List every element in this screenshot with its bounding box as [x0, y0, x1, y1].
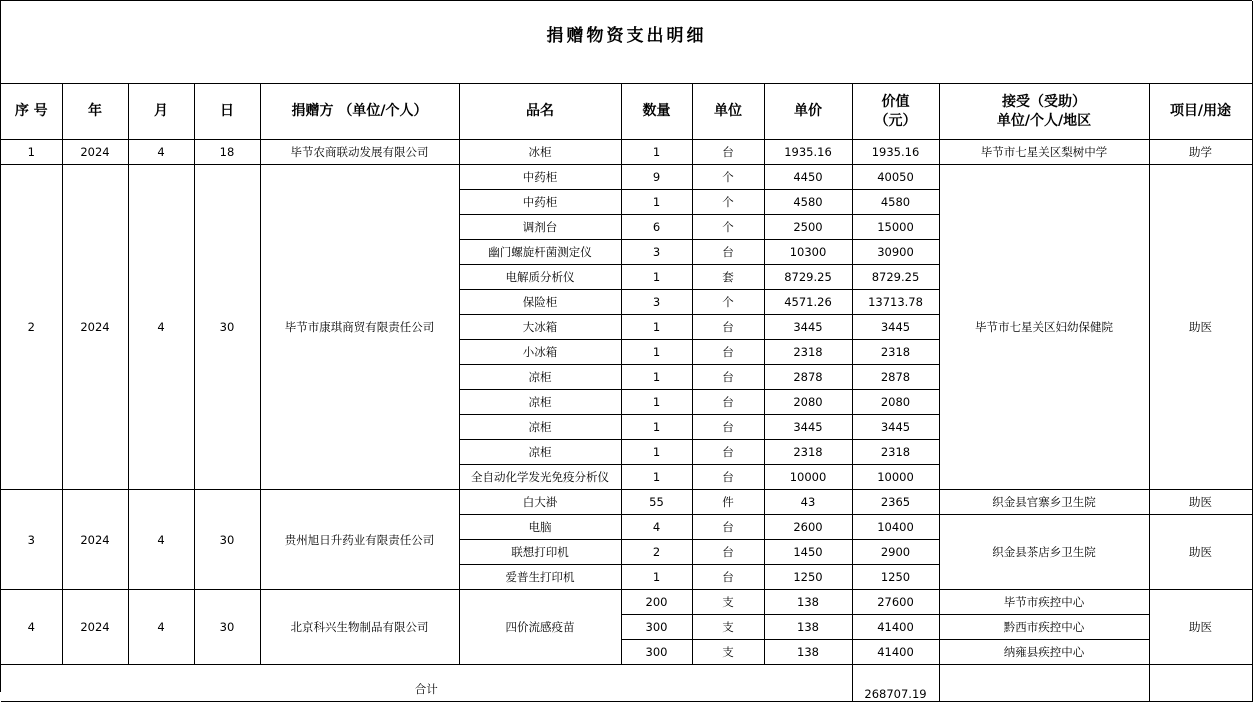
- cell-unit: 个: [692, 215, 764, 240]
- cell-seq: 4: [1, 590, 62, 665]
- table-row: [1, 140, 1252, 165]
- cell-unit: 支: [692, 640, 764, 665]
- cell-value: 3445: [852, 415, 939, 440]
- cell-item: 四价流感疫苗: [459, 590, 621, 665]
- cell-value: 40050: [852, 165, 939, 190]
- cell-price: 3445: [764, 415, 852, 440]
- total-label: 合计: [1, 665, 852, 702]
- cell-qty: 1: [621, 390, 692, 415]
- cell-year: 2024: [62, 490, 128, 590]
- cell-receiver: 织金县官寨乡卫生院: [939, 490, 1149, 515]
- header-year: 年: [62, 84, 128, 140]
- cell-value: 10400: [852, 515, 939, 540]
- cell-seq: 3: [1, 490, 62, 590]
- cell-receiver: 黔西市疾控中心: [939, 615, 1149, 640]
- cell-purpose: 助医: [1149, 590, 1252, 665]
- cell-unit: 台: [692, 515, 764, 540]
- cell-value: 13713.78: [852, 290, 939, 315]
- cell-day: 30: [194, 490, 260, 590]
- header-qty: 数量: [621, 84, 692, 140]
- total-empty-purpose: [1149, 665, 1252, 702]
- cell-price: 138: [764, 590, 852, 615]
- cell-unit: 台: [692, 365, 764, 390]
- cell-purpose: 助医: [1149, 165, 1252, 490]
- header-value-line2: （元）: [874, 112, 917, 129]
- cell-item: 凉柜: [459, 440, 621, 465]
- header-unit: 单位: [692, 84, 764, 140]
- cell-receiver: 纳雍县疾控中心: [939, 640, 1149, 665]
- cell-item: 保险柜: [459, 290, 621, 315]
- cell-value: 41400: [852, 640, 939, 665]
- header-value: [852, 84, 939, 140]
- cell-qty: 9: [621, 165, 692, 190]
- header-receiver-line1: 接受（受助）: [1002, 93, 1086, 110]
- table-row: [1, 490, 1252, 515]
- cell-seq: 1: [1, 140, 62, 165]
- cell-qty: 1: [621, 340, 692, 365]
- cell-price: 3445: [764, 315, 852, 340]
- cell-month: 4: [128, 165, 194, 490]
- cell-month: 4: [128, 140, 194, 165]
- cell-unit: 台: [692, 540, 764, 565]
- cell-qty: 1: [621, 140, 692, 165]
- header-price: 单价: [764, 84, 852, 140]
- cell-year: 2024: [62, 590, 128, 665]
- cell-price: 2878: [764, 365, 852, 390]
- cell-value: 2080: [852, 390, 939, 415]
- cell-qty: 3: [621, 240, 692, 265]
- header-month: 月: [128, 84, 194, 140]
- cell-qty: 300: [621, 615, 692, 640]
- cell-unit: 台: [692, 415, 764, 440]
- cell-unit: 台: [692, 340, 764, 365]
- cell-item: 电脑: [459, 515, 621, 540]
- cell-donor: 毕节农商联动发展有限公司: [260, 140, 459, 165]
- cell-donor: 毕节市康琪商贸有限责任公司: [260, 165, 459, 490]
- cell-value: 1250: [852, 565, 939, 590]
- cell-item: 联想打印机: [459, 540, 621, 565]
- cell-value: 1935.16: [852, 140, 939, 165]
- cell-unit: 台: [692, 315, 764, 340]
- cell-item: 大冰箱: [459, 315, 621, 340]
- cell-purpose: 助学: [1149, 140, 1252, 165]
- cell-item: 凉柜: [459, 415, 621, 440]
- cell-price: 43: [764, 490, 852, 515]
- cell-price: 2080: [764, 390, 852, 415]
- header-seq: 序 号: [1, 84, 62, 140]
- cell-item: 小冰箱: [459, 340, 621, 365]
- cell-price: 2318: [764, 440, 852, 465]
- cell-item: 爱普生打印机: [459, 565, 621, 590]
- cell-unit: 台: [692, 240, 764, 265]
- cell-value: 3445: [852, 315, 939, 340]
- cell-price: 2600: [764, 515, 852, 540]
- cell-donor: 北京科兴生物制品有限公司: [260, 590, 459, 665]
- cell-qty: 1: [621, 265, 692, 290]
- total-value: 268707.19: [852, 665, 939, 702]
- total-row: [1, 665, 1252, 702]
- cell-item: 中药柜: [459, 165, 621, 190]
- cell-value: 41400: [852, 615, 939, 640]
- cell-unit: 台: [692, 140, 764, 165]
- cell-value: 15000: [852, 215, 939, 240]
- cell-price: 1450: [764, 540, 852, 565]
- cell-price: 4580: [764, 190, 852, 215]
- cell-unit: 台: [692, 465, 764, 490]
- cell-value: 2900: [852, 540, 939, 565]
- cell-value: 30900: [852, 240, 939, 265]
- cell-unit: 个: [692, 190, 764, 215]
- cell-qty: 3: [621, 290, 692, 315]
- cell-value: 27600: [852, 590, 939, 615]
- cell-donor: 贵州旭日升药业有限责任公司: [260, 490, 459, 590]
- cell-receiver: 毕节市七星关区妇幼保健院: [939, 165, 1149, 490]
- cell-price: 2318: [764, 340, 852, 365]
- cell-qty: 300: [621, 640, 692, 665]
- cell-unit: 台: [692, 565, 764, 590]
- cell-unit: 支: [692, 615, 764, 640]
- cell-item: 全自动化学发光免疫分析仪: [459, 465, 621, 490]
- cell-value: 8729.25: [852, 265, 939, 290]
- cell-qty: 1: [621, 565, 692, 590]
- header-donor: 捐赠方 （单位/个人）: [260, 84, 459, 140]
- table-row: [1, 590, 1252, 615]
- header-day: 日: [194, 84, 260, 140]
- cell-unit: 支: [692, 590, 764, 615]
- cell-qty: 1: [621, 465, 692, 490]
- header-purpose: 项目/用途: [1149, 84, 1252, 140]
- cell-item: 中药柜: [459, 190, 621, 215]
- cell-item: 幽门螺旋杆菌测定仪: [459, 240, 621, 265]
- cell-item: 凉柜: [459, 390, 621, 415]
- title-row: [1, 1, 1253, 84]
- cell-unit: 个: [692, 290, 764, 315]
- header-item: 品名: [459, 84, 621, 140]
- cell-price: 4571.26: [764, 290, 852, 315]
- cell-price: 10300: [764, 240, 852, 265]
- cell-price: 138: [764, 640, 852, 665]
- table-row: [1, 165, 1252, 190]
- cell-price: 1935.16: [764, 140, 852, 165]
- cell-day: 30: [194, 165, 260, 490]
- cell-value: 2318: [852, 340, 939, 365]
- cell-year: 2024: [62, 140, 128, 165]
- cell-qty: 1: [621, 315, 692, 340]
- cell-unit: 个: [692, 165, 764, 190]
- header-row: [1, 84, 1252, 140]
- cell-item: 凉柜: [459, 365, 621, 390]
- cell-unit: 套: [692, 265, 764, 290]
- cell-value: 2318: [852, 440, 939, 465]
- cell-month: 4: [128, 490, 194, 590]
- cell-seq: 2: [1, 165, 62, 490]
- cell-day: 30: [194, 590, 260, 665]
- cell-year: 2024: [62, 165, 128, 490]
- cell-qty: 1: [621, 190, 692, 215]
- cell-purpose: 助医: [1149, 490, 1252, 515]
- donation-table: [1, 84, 1253, 702]
- cell-value: 4580: [852, 190, 939, 215]
- cell-price: 138: [764, 615, 852, 640]
- cell-purpose: 助医: [1149, 515, 1252, 590]
- cell-price: 8729.25: [764, 265, 852, 290]
- cell-price: 4450: [764, 165, 852, 190]
- cell-month: 4: [128, 590, 194, 665]
- cell-unit: 台: [692, 390, 764, 415]
- header-receiver: [939, 84, 1149, 140]
- page-title: 捐赠物资支出明细: [546, 26, 707, 46]
- total-empty-receiver: [939, 665, 1149, 702]
- cell-qty: 1: [621, 440, 692, 465]
- cell-qty: 1: [621, 365, 692, 390]
- cell-value: 2365: [852, 490, 939, 515]
- cell-qty: 200: [621, 590, 692, 615]
- cell-qty: 1: [621, 415, 692, 440]
- cell-qty: 6: [621, 215, 692, 240]
- cell-value: 2878: [852, 365, 939, 390]
- cell-item: 电解质分析仪: [459, 265, 621, 290]
- cell-receiver: 织金县茶店乡卫生院: [939, 515, 1149, 590]
- cell-qty: 55: [621, 490, 692, 515]
- cell-price: 10000: [764, 465, 852, 490]
- cell-day: 18: [194, 140, 260, 165]
- cell-unit: 台: [692, 440, 764, 465]
- cell-item: 冰柜: [459, 140, 621, 165]
- cell-receiver: 毕节市七星关区梨树中学: [939, 140, 1149, 165]
- cell-qty: 2: [621, 540, 692, 565]
- cell-unit: 件: [692, 490, 764, 515]
- cell-value: 10000: [852, 465, 939, 490]
- cell-item: 调剂台: [459, 215, 621, 240]
- cell-receiver: 毕节市疾控中心: [939, 590, 1149, 615]
- cell-qty: 4: [621, 515, 692, 540]
- cell-price: 1250: [764, 565, 852, 590]
- cell-price: 2500: [764, 215, 852, 240]
- header-value-line1: 价值: [881, 93, 910, 110]
- header-receiver-line2: 单位/个人/地区: [996, 112, 1092, 129]
- cell-item: 白大褂: [459, 490, 621, 515]
